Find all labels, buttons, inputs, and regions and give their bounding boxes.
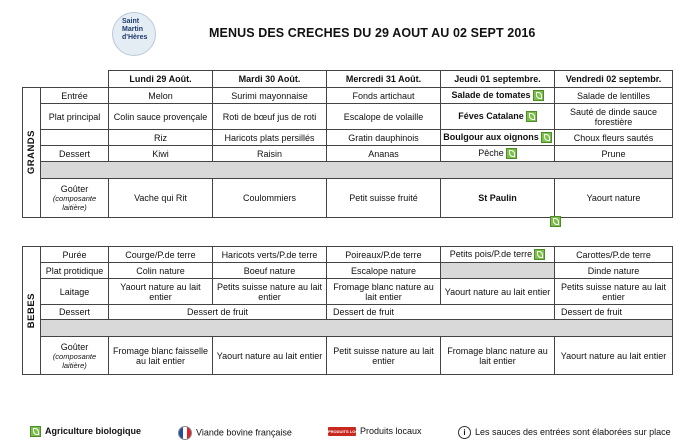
row-label-laitage: Laitage — [41, 279, 109, 305]
agriculture-bio-icon — [506, 148, 517, 159]
grands-gouter-cell: Coulommiers — [213, 179, 327, 218]
grands-accomp-cell: Choux fleurs sautés — [555, 130, 673, 146]
grands-gouter-cell: Petit suisse fruité — [327, 179, 441, 218]
day-header-5: Vendredi 02 septembr. — [555, 71, 673, 88]
logo-line2: Martin — [122, 26, 143, 33]
bebes-puree-cell: Poireaux/P.de terre — [327, 247, 441, 263]
grands-plat-cell: Colin sauce provençale — [109, 104, 213, 130]
french-flag-icon — [178, 426, 192, 440]
agriculture-bio-icon — [541, 132, 552, 143]
bebes-laitage-cell: Fromage blanc nature au lait entier — [327, 279, 441, 305]
bebes-proteique-cell: Dinde nature — [555, 263, 673, 279]
row-label-gouter-bebes: Goûter (composante laitière) — [41, 337, 109, 375]
bebes-gray-separator — [41, 320, 673, 337]
saint-martin-logo — [112, 12, 156, 56]
grands-dessert-cell: Prune — [555, 146, 673, 162]
logo-line3: d'Hères — [122, 34, 148, 41]
legend-local: PRODUITS LOCAUXProduits locaux — [328, 426, 422, 436]
grands-entree-cell: Melon — [109, 88, 213, 104]
row-label-dessert: Dessert — [41, 146, 109, 162]
grands-entree-cell: Surimi mayonnaise — [213, 88, 327, 104]
grands-menu-table — [22, 70, 673, 218]
grands-plat-cell: Sauté de dinde sauce forestière — [555, 104, 673, 130]
bebes-dessert-cell: Dessert de fruit — [327, 305, 555, 320]
row-label-proteique: Plat protidique — [41, 263, 109, 279]
bebes-puree-cell: Courge/P.de terre — [109, 247, 213, 263]
grands-entree-cell: Salade de tomates — [441, 88, 555, 104]
bebes-puree-cell: Haricots verts/P.de terre — [213, 247, 327, 263]
agriculture-bio-icon — [30, 426, 41, 437]
grands-accomp-cell: Boulgour aux oignons — [441, 130, 555, 146]
grands-gouter-cell: Yaourt nature — [555, 179, 673, 218]
grands-dessert-cell: Kiwi — [109, 146, 213, 162]
bebes-menu-table — [22, 246, 673, 375]
agriculture-bio-icon — [533, 90, 544, 101]
bebes-proteique-cell: Escalope nature — [327, 263, 441, 279]
grands-accomp-cell: Gratin dauphinois — [327, 130, 441, 146]
legend-info: i Les sauces des entrées sont élaborées sur place — [458, 426, 671, 439]
bebes-gouter-cell: Yaourt nature au lait entier — [555, 337, 673, 375]
legend-beef: Viande bovine française — [178, 426, 292, 440]
bebes-gouter-cell: Petit suisse nature au lait entier — [327, 337, 441, 375]
grands-gouter-cell: Vache qui Rit — [109, 179, 213, 218]
bebes-section-label: BEBES — [23, 247, 41, 375]
grands-dessert-cell: Raisin — [213, 146, 327, 162]
bebes-proteique-cell-empty — [441, 263, 555, 279]
grands-plat-cell: Escalope de volaille — [327, 104, 441, 130]
bebes-gouter-cell: Fromage blanc nature au lait entier — [441, 337, 555, 375]
row-label-dessert-bebes: Dessert — [41, 305, 109, 320]
day-header-1: Lundi 29 Août. — [109, 71, 213, 88]
bebes-gouter-cell: Fromage blanc faisselle au lait entier — [109, 337, 213, 375]
grands-section-label: GRANDS — [23, 88, 41, 218]
agriculture-bio-icon — [550, 216, 561, 227]
row-label-gouter: Goûter (composante laitière) — [41, 179, 109, 218]
bebes-dessert-cell: Dessert de fruit — [555, 305, 673, 320]
logo-line1: Saint — [122, 18, 140, 25]
grands-plat-cell: Roti de bœuf jus de roti — [213, 104, 327, 130]
grands-entree-cell: Fonds artichaut — [327, 88, 441, 104]
grands-accomp-cell: Riz — [109, 130, 213, 146]
grands-entree-cell: Salade de lentilles — [555, 88, 673, 104]
grands-dessert-cell: Ananas — [327, 146, 441, 162]
row-label-puree: Purée — [41, 247, 109, 263]
grands-plat-cell: Féves Catalane — [441, 104, 555, 130]
bebes-puree-cell: Carottes/P.de terre — [555, 247, 673, 263]
bebes-dessert-cell: Dessert de fruit — [109, 305, 327, 320]
grands-dessert-cell: Pêche — [441, 146, 555, 162]
bebes-laitage-cell: Yaourt nature au lait entier — [109, 279, 213, 305]
agriculture-bio-icon — [526, 111, 537, 122]
grands-gouter-cell: St Paulin — [441, 179, 555, 218]
local-product-icon: PRODUITS LOCAUX — [328, 429, 367, 435]
bebes-proteique-cell: Boeuf nature — [213, 263, 327, 279]
day-header-3: Mercredi 31 Août. — [327, 71, 441, 88]
day-header-2: Mardi 30 Août. — [213, 71, 327, 88]
row-label-plat-cont — [41, 130, 109, 146]
day-header-4: Jeudi 01 septembre. — [441, 71, 555, 88]
bebes-proteique-cell: Colin nature — [109, 263, 213, 279]
row-label-plat: Plat principal — [41, 104, 109, 130]
bebes-puree-cell: Petits pois/P.de terre — [441, 247, 555, 263]
bebes-laitage-cell: Yaourt nature au lait entier — [441, 279, 555, 305]
row-label-entree: Entrée — [41, 88, 109, 104]
bebes-gouter-cell: Yaourt nature au lait entier — [213, 337, 327, 375]
bebes-laitage-cell: Petits suisse nature au lait entier — [213, 279, 327, 305]
page-title: MENUS DES CRECHES DU 29 AOUT AU 02 SEPT 2016 — [209, 26, 536, 40]
info-icon: i — [458, 426, 471, 439]
grands-gray-separator — [41, 162, 673, 179]
agriculture-bio-icon — [534, 249, 545, 260]
bebes-laitage-cell: Petits suisse nature au lait entier — [555, 279, 673, 305]
legend-bio: Agriculture biologique — [28, 426, 141, 437]
grands-accomp-cell: Haricots plats persillés — [213, 130, 327, 146]
logo-text — [122, 18, 147, 42]
